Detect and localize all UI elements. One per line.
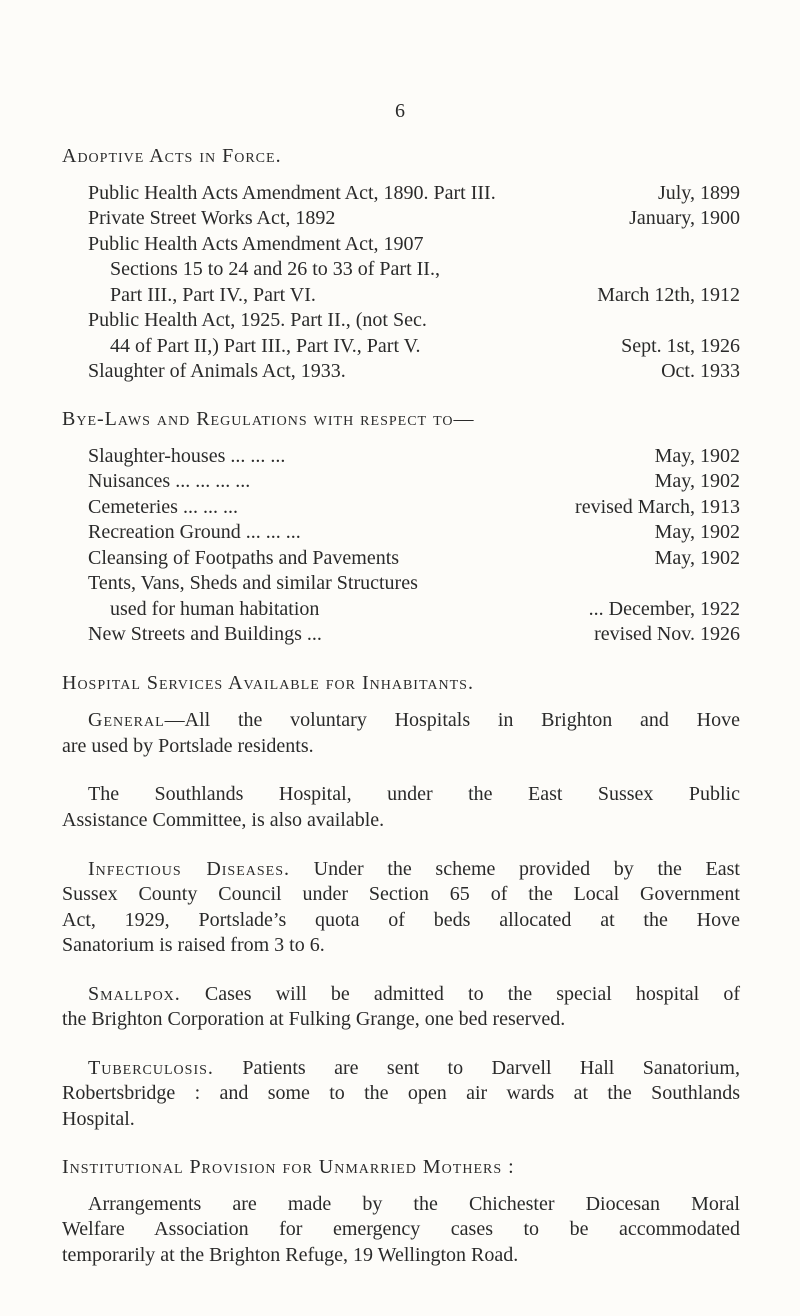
general-line: are used by Portslade residents. [62,735,314,757]
infectious-label: Infectious Diseases. [88,858,291,880]
bye-law-row: Slaughter-houses ... ... ... May, 1902 [88,445,740,467]
bye-law-row: Nuisances ... ... ... ... May, 1902 [88,470,740,492]
infectious-line: Act, 1929, Portslade’s quota of beds allocated at the Hove [62,909,740,931]
infectious-line: Infectious Diseases. Under the scheme provided by the East [88,858,740,880]
general-label: General [88,709,165,731]
adoptive-act-row: Private Street Works Act, 1892 January, 1900 [88,207,740,229]
tb-line: Tuberculosis. Patients are sent to Darvell Hall Sanatorium, [88,1057,740,1079]
infectious-line: Sanatorium is raised from 3 to 6. [62,934,325,956]
page-number: 6 [395,100,405,122]
adoptive-act-row: 44 of Part II,) Part III., Part IV., Part V. Sept. 1st, 1926 [110,335,740,357]
tb-line: Hospital. [62,1108,135,1130]
mothers-heading: Institutional Provision for Unmarried Mothers : [62,1156,515,1178]
bye-law-row: New Streets and Buildings ... revised Nov. 1926 [88,623,740,645]
smallpox-line: the Brighton Corporation at Fulking Grange, one bed reserved. [62,1008,566,1030]
infectious-line: Sussex County Council under Section 65 of the Local Government [62,883,740,905]
bye-law-row: Tents, Vans, Sheds and similar Structures [88,572,418,594]
mothers-line: Arrangements are made by the Chichester Diocesan Moral [88,1193,740,1215]
bye-law-row: Recreation Ground ... ... ... May, 1902 [88,521,740,543]
mothers-line: temporarily at the Brighton Refuge, 19 Wellington Road. [62,1244,519,1266]
tb-line: Robertsbridge : and some to the open air wards at the Southlands [62,1082,740,1104]
adoptive-act-row: Public Health Acts Amendment Act, 1890. Part III. July, 1899 [88,182,740,204]
southlands-line: Assistance Committee, is also available. [62,809,385,831]
bye-laws-heading: Bye-Laws and Regulations with respect to— [62,408,475,430]
bye-law-row: Cemeteries ... ... ... revised March, 1913 [88,496,740,518]
adoptive-act-row: Public Health Acts Amendment Act, 1907 [88,233,424,255]
southlands-line: The Southlands Hospital, under the East Sussex Public [88,783,740,805]
mothers-line: Welfare Association for emergency cases to be accommodated [62,1218,740,1240]
adoptive-act-row: Part III., Part IV., Part VI. March 12th, 1912 [110,284,740,306]
general-line: General—All the voluntary Hospitals in Brighton and Hove [88,709,740,731]
hospital-heading: Hospital Services Available for Inhabitants. [62,672,474,694]
adoptive-act-row: Slaughter of Animals Act, 1933. Oct. 1933 [88,360,740,382]
adoptive-acts-heading: Adoptive Acts in Force. [62,145,282,167]
adoptive-act-row: Public Health Act, 1925. Part II., (not Sec. [88,309,427,331]
adoptive-act-row: Sections 15 to 24 and 26 to 33 of Part II., [110,258,440,280]
bye-law-row: used for human habitation ... December, 1922 [110,598,740,620]
smallpox-line: Smallpox. Cases will be admitted to the special hospital of [88,983,740,1005]
smallpox-label: Smallpox. [88,983,181,1005]
tb-label: Tuberculosis. [88,1057,214,1079]
bye-law-row: Cleansing of Footpaths and Pavements May, 1902 [88,547,740,569]
